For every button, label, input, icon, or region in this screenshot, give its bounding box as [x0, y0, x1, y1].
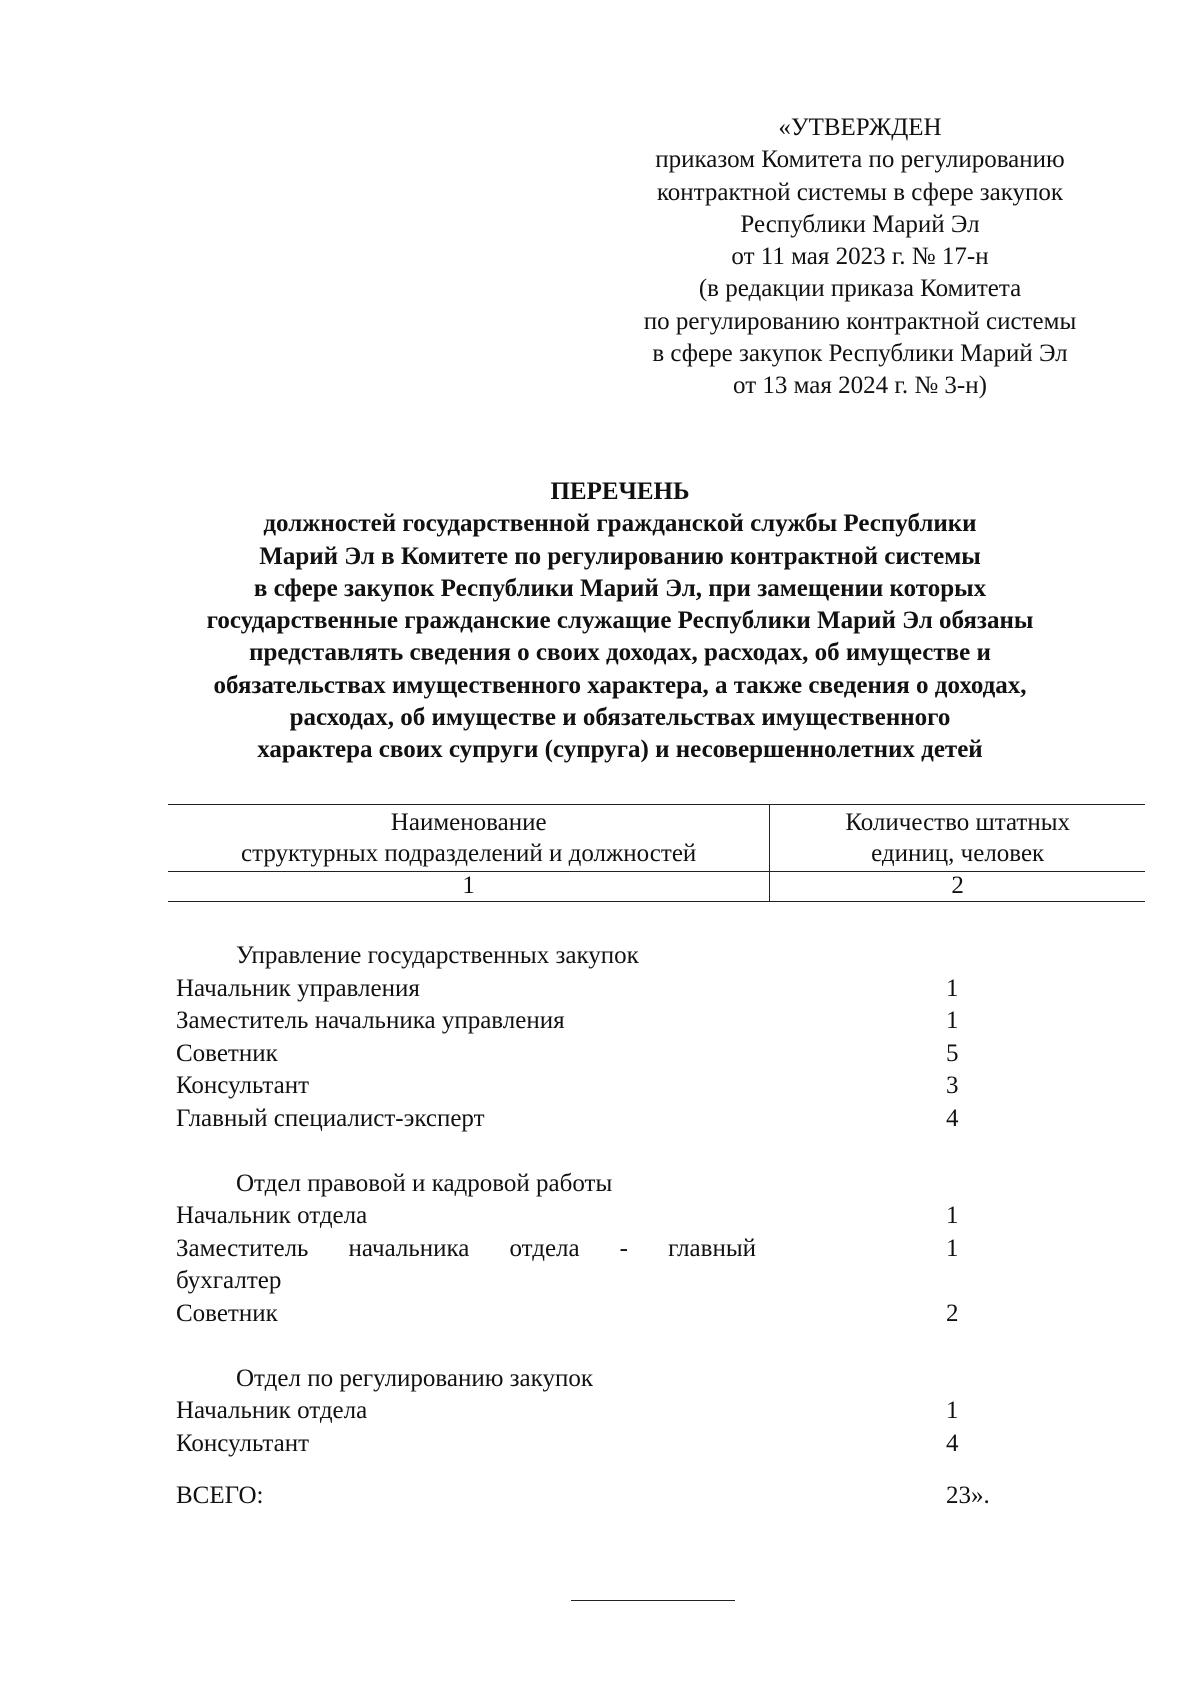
end-separator-line: [571, 1600, 735, 1601]
positions-list: [176, 940, 990, 1513]
title-line: характера своих супруги (супруга) и несовершеннолетних детей: [257, 736, 983, 764]
position-count: 1: [946, 1007, 959, 1034]
table-column-numbers-row: [168, 872, 1145, 902]
col1-number: 1: [168, 872, 770, 902]
position-count: 5: [946, 1039, 959, 1067]
title-line: обязательствах имущественного характера, а также сведения о доходах,: [213, 671, 1027, 699]
position-title: Главный специалист-эксперт: [176, 1104, 485, 1132]
title-line: представлять сведения о своих доходах, расходах, об имуществе и: [249, 639, 991, 667]
col1-header: Наименование структурных подразделений и должностей: [168, 805, 770, 872]
position-title-continuation: бухгалтер: [176, 1267, 282, 1294]
list-item: [176, 1395, 976, 1428]
col2-number: 2: [770, 872, 1145, 902]
position-count: 1: [946, 974, 959, 1002]
list-item-continuation: [176, 1265, 976, 1298]
position-title: Консультант: [176, 1072, 310, 1099]
list-item: [176, 1298, 976, 1331]
title-line: в сфере закупок Республики Марий Эл, при замещении которых: [253, 574, 987, 602]
total-label: ВСЕГО:: [176, 1482, 264, 1509]
col2-header: Количество штатных единиц, человек: [770, 805, 1145, 872]
department-name: Отдел по регулированию закупок: [236, 1364, 593, 1392]
position-count: 1: [946, 1234, 959, 1262]
position-count: 3: [946, 1072, 959, 1099]
list-item: [176, 973, 976, 1006]
position-count: 4: [946, 1104, 959, 1132]
title-line: государственные гражданские служащие Республики Марий Эл обязаны: [206, 607, 1034, 635]
approval-line: «УТВЕРЖДЕН: [778, 114, 942, 141]
document-title: [120, 476, 1120, 767]
approval-line: (в редакции приказа Комитета: [698, 275, 1022, 303]
approval-line: в сфере закупок Республики Марий Эл: [652, 340, 1068, 368]
list-item: [176, 1200, 976, 1233]
spacer: [176, 1135, 976, 1168]
list-item: [176, 1103, 976, 1136]
title-heading: ПЕРЕЧЕНЬ: [550, 478, 690, 505]
position-title: Советник: [176, 1039, 278, 1067]
position-title: Начальник отдела: [176, 1397, 368, 1424]
list-item: [176, 1428, 976, 1461]
list-item: [176, 1005, 976, 1038]
position-title: Советник: [176, 1299, 278, 1327]
approval-line: Республики Марий Эл: [740, 210, 980, 238]
position-title: Заместитель начальника отдела - главный: [176, 1234, 756, 1262]
spacer: [176, 1330, 976, 1363]
department-name: Отдел правовой и кадровой работы: [236, 1169, 613, 1197]
position-title: Начальник управления: [176, 974, 420, 1002]
approval-line: по регулированию контрактной системы: [643, 307, 1077, 335]
positions-table-header: [168, 804, 1145, 902]
approval-line: от 13 мая 2024 г. № 3-н): [733, 372, 987, 400]
position-count: 4: [946, 1429, 959, 1457]
position-count: 1: [946, 1397, 959, 1424]
position-title: Консультант: [176, 1429, 310, 1457]
total-value: 23».: [946, 1482, 990, 1509]
approval-line: контрактной системы в сфере закупок: [656, 178, 1064, 206]
title-line: должностей государственной гражданской службы Республики: [263, 510, 977, 538]
department-name: Управление государственных закупок: [236, 942, 639, 969]
position-title: Заместитель начальника управления: [176, 1007, 565, 1034]
table-header-row: [168, 805, 1145, 872]
title-line: расходах, об имуществе и обязательствах имущественного: [289, 704, 951, 732]
position-count: 1: [946, 1202, 959, 1229]
list-item: [176, 1233, 976, 1266]
position-count: 2: [946, 1299, 959, 1327]
approval-line: приказом Комитета по регулированию: [655, 146, 1065, 174]
list-item: [176, 1038, 976, 1071]
list-item: [176, 1070, 976, 1103]
position-title: Начальник отдела: [176, 1202, 368, 1229]
approval-line: от 11 мая 2023 г. № 17-н: [731, 243, 989, 271]
total-row: [176, 1480, 990, 1513]
approval-stamp: [600, 112, 1120, 403]
title-line: Марий Эл в Комитете по регулированию контрактной системы: [259, 542, 981, 570]
